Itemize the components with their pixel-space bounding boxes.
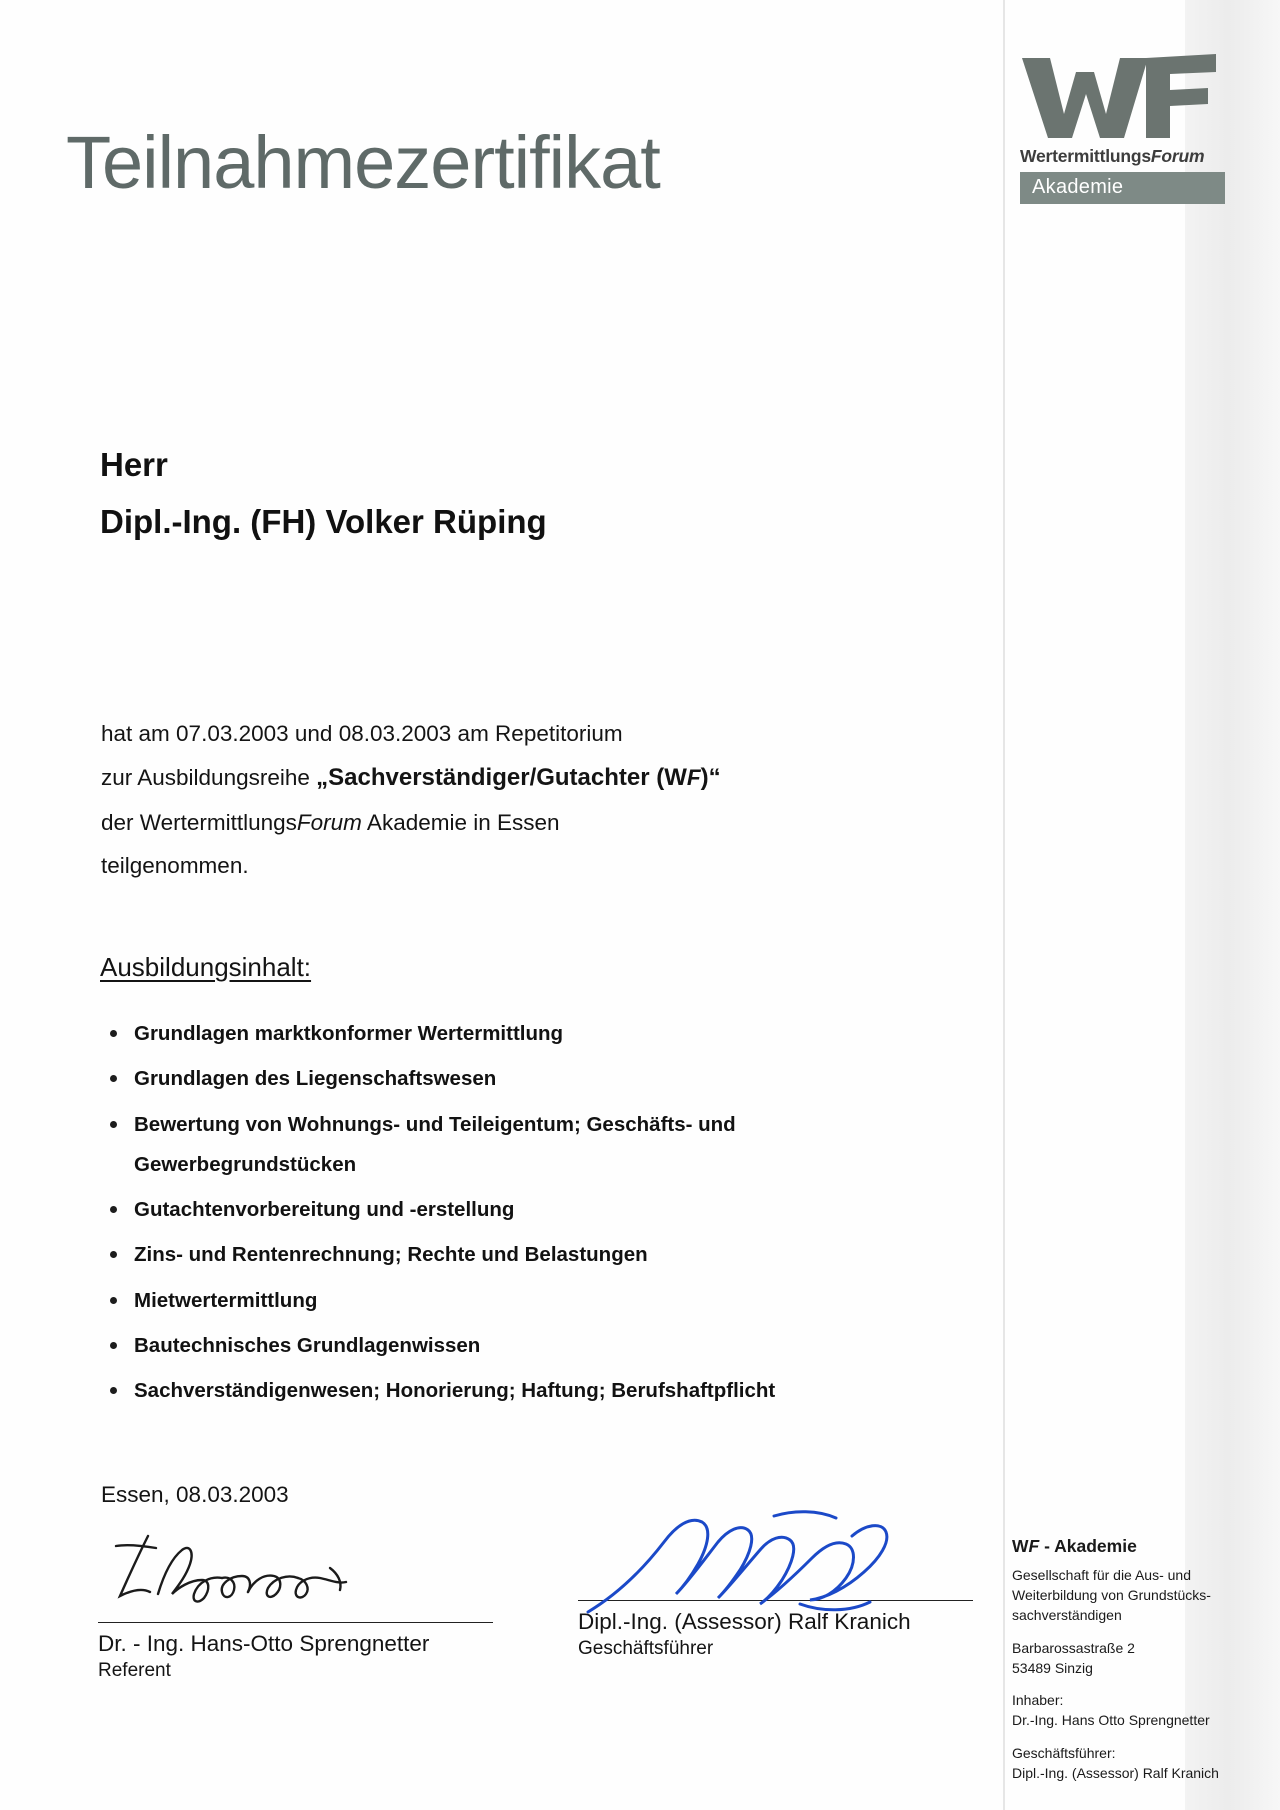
list-item-text: Zins- und Rentenrechnung; Rechte und Belastungen [134, 1243, 648, 1267]
list-item [104, 1020, 984, 1047]
course-name-italic: F [686, 765, 701, 791]
body-line-3 [101, 801, 961, 844]
handwritten-signature-icon [578, 1508, 998, 1600]
course-name-close: ) [700, 764, 709, 792]
footer-title-plain-a: W [1012, 1536, 1029, 1556]
body-line-2-prefix: zur Ausbildungsreihe [101, 765, 317, 791]
recipient-block [100, 437, 547, 551]
list-item [104, 1065, 984, 1092]
body-line-4: teilgenommen. [101, 853, 249, 879]
body-paragraph [101, 712, 961, 888]
body-line-1: hat am 07.03.2003 und 08.03.2003 am Repetitorium [101, 721, 623, 746]
footer-street: Barbarossastraße 2 [1012, 1639, 1135, 1656]
signature-block-geschaeftsfuehrer [578, 1508, 998, 1660]
footer-city: 53489 Sinzig [1012, 1659, 1093, 1676]
signature-name: Dipl.-Ing. (Assessor) Ralf Kranich [578, 1609, 911, 1634]
list-item [104, 1111, 984, 1179]
logo-badge-akademie: Akademie [1020, 172, 1225, 204]
course-name: Sachverständiger/Gutachter (W [328, 764, 687, 792]
recipient-salutation: Herr [100, 446, 168, 483]
list-item-text: Bewertung von Wohnungs- und Teileigentum; Geschäfts- und [134, 1112, 736, 1136]
course-quote-close: “ [708, 764, 721, 792]
list-item [104, 1196, 984, 1223]
body-line-3-italic: Forum [296, 810, 362, 836]
footer-purpose-line-1: Gesellschaft für die Aus- und [1012, 1567, 1191, 1583]
footer-title-plain-b: - Akademie [1039, 1536, 1137, 1556]
list-item-text: Sachverständigenwesen; Honorierung; Haftung; Berufshaftpflicht [134, 1379, 776, 1402]
footer-owner [1012, 1691, 1262, 1731]
footer-owner-name: Dr.-Ing. Hans Otto Sprengnetter [1012, 1712, 1210, 1729]
body-line-3-suffix: Akademie in Essen [361, 810, 560, 836]
signature-role: Geschäftsführer [578, 1638, 714, 1659]
logo-subtitle-italic: Forum [1150, 146, 1205, 166]
list-item-text: Gutachtenvorbereitung und -erstellung [134, 1198, 515, 1221]
body-line-3-prefix: der Wertermittlungs [101, 810, 297, 836]
list-item [104, 1332, 984, 1359]
signature-role: Referent [98, 1660, 171, 1681]
footer-purpose [1012, 1566, 1262, 1626]
list-item-continuation: Gewerbegrundstücken [134, 1152, 357, 1176]
list-item [104, 1287, 984, 1314]
list-item-text: Grundlagen marktkonformer Wertermittlung [134, 1022, 564, 1045]
signature-name: Dr. - Ing. Hans-Otto Sprengnetter [98, 1631, 430, 1656]
list-item-text: Grundlagen des Liegenschaftswesen [134, 1067, 497, 1091]
list-item-text: Mietwertermittlung [134, 1288, 318, 1312]
list-item [104, 1241, 984, 1268]
footer-manager [1012, 1744, 1262, 1784]
logo-subtitle [1020, 146, 1250, 167]
footer-purpose-line-2: Weiterbildung von Grundstücks- [1012, 1586, 1211, 1603]
page-title: Teilnahmezertifikat [66, 121, 660, 204]
footer-purpose-line-3: sachverständigen [1012, 1606, 1122, 1623]
wf-logo-icon [1020, 52, 1225, 140]
footer-owner-label: Inhaber: [1012, 1692, 1064, 1709]
course-quote-open: „ [316, 764, 329, 792]
footer-address [1012, 1639, 1262, 1679]
scan-fold-line [1003, 0, 1005, 1810]
signature-block-referent [98, 1530, 518, 1682]
handwritten-signature-icon [98, 1530, 518, 1622]
logo-subtitle-plain: Wertermittlungs [1020, 146, 1151, 166]
list-item [104, 1377, 984, 1404]
footer-manager-label: Geschäftsführer: [1012, 1745, 1116, 1762]
place-and-date: Essen, 08.03.2003 [101, 1482, 289, 1507]
list-item-text: Bautechnisches Grundlagenwissen [134, 1333, 481, 1357]
body-line-2 [101, 755, 961, 801]
signature-rule [98, 1622, 493, 1623]
section-heading-curriculum: Ausbildungsinhalt: [100, 952, 312, 982]
curriculum-list [104, 1020, 984, 1422]
logo-block [1020, 52, 1250, 204]
footer-title [1012, 1536, 1262, 1557]
footer-title-italic: F [1028, 1536, 1040, 1556]
footer-address-block [1012, 1536, 1262, 1797]
recipient-name: Dipl.-Ing. (FH) Volker Rüping [100, 502, 547, 540]
footer-manager-name: Dipl.-Ing. (Assessor) Ralf Kranich [1012, 1765, 1219, 1781]
